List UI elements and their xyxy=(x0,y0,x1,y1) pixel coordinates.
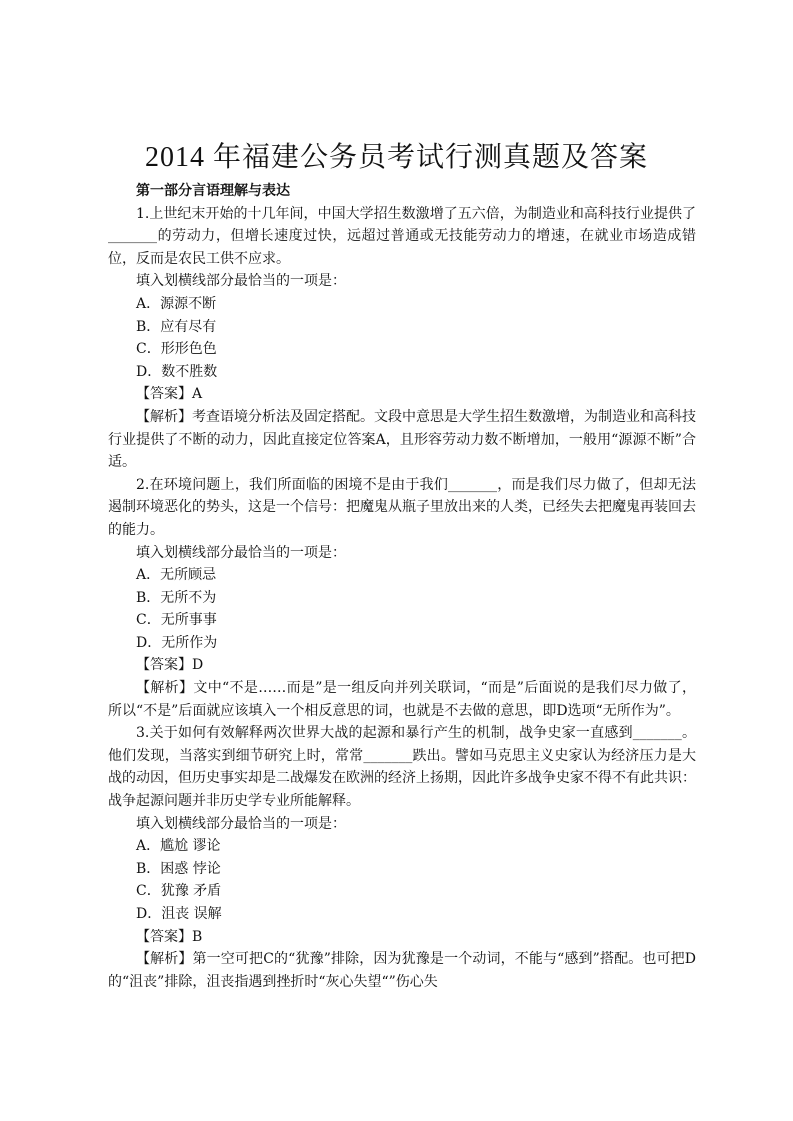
q3-analysis: 【解析】第一空可把C的“犹豫”排除，因为犹豫是一个动词，不能与“感到”搭配。也可把D的“沮丧”排除，沮丧指遇到挫折时“灰心失望“”伤心失 xyxy=(108,951,696,990)
q3-option-b: B．困惑 悖论 xyxy=(136,860,221,877)
q1-analysis: 【解析】考查语境分析法及固定搭配。文段中意思是大学生招生数激增，为制造业和高科技行业提供了不断的动力，因此直接定位答案A，且形容劳动力数不断增加，一般用“源源不断”合适。 xyxy=(108,408,696,471)
q3-prompt: 填入划横线部分最恰当的一项是： xyxy=(136,815,346,832)
q2-option-b: B．无所不为 xyxy=(136,589,217,606)
q3-option-a: A．尴尬 谬论 xyxy=(136,838,221,855)
q3-stem: 3.关于如何有效解释两次世界大战的起源和暴行产生的机制，战争史家一直感到_______。他们发现，当落实到细节研究上时，常常_______跌出。譬如马克思主义史家认为经济压力是大战的动因，但历史事实却是二战爆发在欧洲的经济上扬期，因此许多战争史家不得不有此共识：战争起源问题并非历史学专业所能解释。 xyxy=(108,725,696,810)
q1-option-a: A．源源不断 xyxy=(136,295,217,312)
q1-answer: 【答案】A xyxy=(136,386,203,403)
q3-option-c: C．犹豫 矛盾 xyxy=(136,883,222,900)
section-heading: 第一部分言语理解与表达 xyxy=(136,183,290,199)
q3-answer: 【答案】B xyxy=(136,928,203,945)
q2-stem: 2.在环境问题上，我们所面临的困境不是由于我们_______，而是我们尽力做了，但却无法遏制环境恶化的势头，这是一个信号：把魔鬼从瓶子里放出来的人类，已经失去把魔鬼再装回去的能力。 xyxy=(108,476,696,538)
q1-option-c: C．形形色色 xyxy=(136,341,217,358)
q2-answer: 【答案】D xyxy=(136,657,204,674)
q1-stem: 1.上世纪末开始的十几年间，中国大学招生数激增了五六倍，为制造业和高科技行业提供了_______的劳动力，但增长速度过快，远超过普通或无技能劳动力的增速，在就业市场造成错位，反而是农民工供不应求。 xyxy=(108,205,696,267)
q1-option-b: B．应有尽有 xyxy=(136,318,217,335)
q2-analysis: 【解析】文中“不是……而是”是一组反向并列关联词，“而是”后面说的是我们尽力做了，所以“不是”后面就应该填入一个相反意思的词，也就是不去做的意思，即D选项“无所作为”。 xyxy=(108,680,696,719)
q3-option-d: D．沮丧 误解 xyxy=(136,906,222,922)
q2-prompt: 填入划横线部分最恰当的一项是： xyxy=(136,544,346,561)
q2-option-a: A．无所顾忌 xyxy=(136,567,217,584)
q1-prompt: 填入划横线部分最恰当的一项是： xyxy=(136,273,346,290)
q2-option-c: C．无所事事 xyxy=(136,612,217,629)
page-title: 2014 年福建公务员考试行测真题及答案 xyxy=(144,142,648,173)
q1-option-d: D．数不胜数 xyxy=(136,363,218,380)
q2-option-d: D．无所作为 xyxy=(136,634,218,651)
document-body xyxy=(108,180,696,993)
